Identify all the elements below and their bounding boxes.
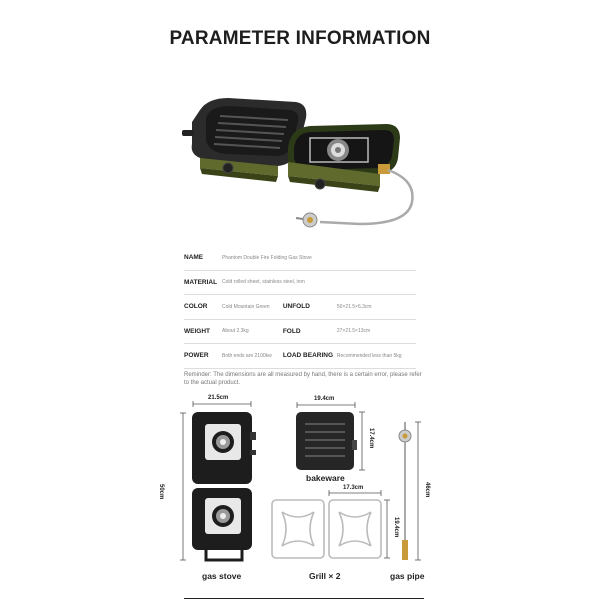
grill-drawing-left	[272, 500, 324, 558]
material-value: Cold rolled sheet, stainless steel, iron	[222, 270, 416, 295]
page-title: PARAMETER INFORMATION	[169, 28, 431, 49]
bakeware-drawing	[296, 412, 357, 470]
grill-width-label: 17.3cm	[343, 485, 364, 491]
power-value: Both ends are 2100kw	[222, 344, 283, 369]
unfold-label: UNFOLD	[283, 295, 337, 320]
unfold-value: 50×21.5×6.3cm	[337, 295, 416, 320]
grill-drawing-right	[329, 500, 381, 558]
color-label: COLOR	[184, 295, 222, 320]
name-value: Phantom Double Fire Folding Gas Stove	[222, 246, 416, 270]
load-value: Recommended less than 5kg	[337, 344, 416, 369]
grill-height-label: 19.4cm	[393, 517, 399, 538]
bottom-divider	[184, 598, 424, 599]
grill-caption: Grill × 2	[309, 571, 341, 581]
gas-stove-caption: gas stove	[202, 571, 242, 581]
bakeware-width-label: 19.4cm	[314, 396, 335, 402]
bakeware-height-label: 17.4cm	[368, 428, 374, 449]
weight-value: About 2.3kg	[222, 319, 283, 344]
bakeware-caption: bakeware	[306, 473, 345, 483]
material-label: MATERIAL	[184, 270, 222, 295]
gas-pipe-drawing	[399, 422, 411, 560]
weight-label: WEIGHT	[184, 319, 222, 344]
gas-stove-drawing	[192, 412, 256, 560]
pipe-length-label: 46cm	[424, 482, 430, 498]
reminder-note: Reminder: The dimensions are all measured by hand, there is a certain error, please refer to the actual product.	[184, 372, 422, 386]
fold-label: FOLD	[283, 319, 337, 344]
power-label: POWER	[184, 344, 222, 369]
stove-length-label: 50cm	[158, 484, 164, 500]
load-label: LOAD BEARING	[283, 344, 337, 369]
color-value: Cold Mountain Green	[222, 295, 283, 320]
gas-pipe-caption: gas pipe	[390, 571, 425, 581]
stove-width-label: 21.5cm	[208, 395, 229, 401]
fold-value: 27×21.5×13cm	[337, 319, 416, 344]
name-label: NAME	[184, 246, 222, 270]
